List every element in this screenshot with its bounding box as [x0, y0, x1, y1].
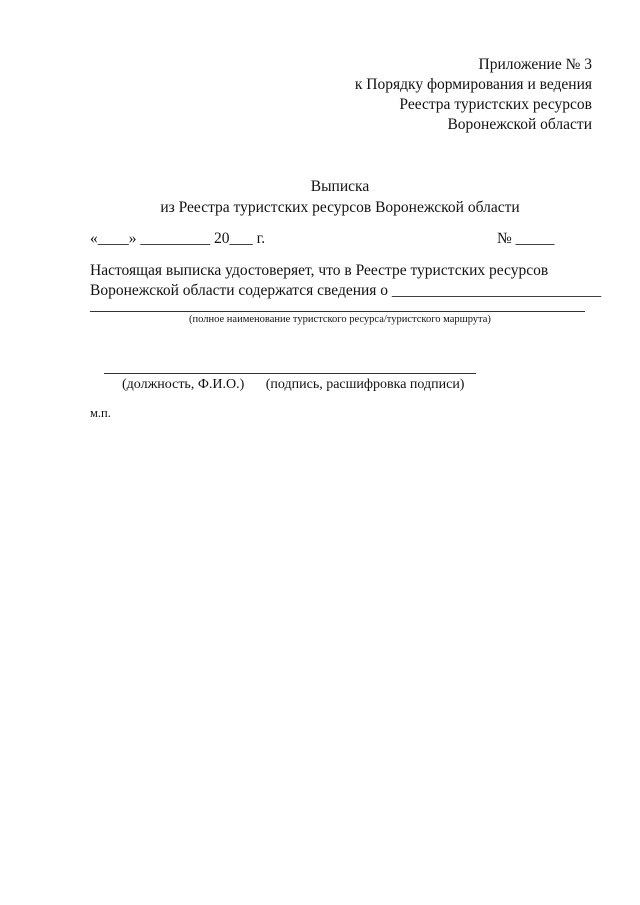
- annex-reference: к Порядку формирования и ведения: [354, 76, 592, 93]
- annex-region: Воронежской области: [447, 116, 592, 133]
- document-title: [90, 176, 590, 218]
- resource-name-line: [90, 311, 585, 312]
- statement-text: [90, 261, 601, 301]
- statement-line-2: Воронежской области содержатся сведения о ___________________________: [90, 282, 602, 299]
- signature-captions: [122, 377, 464, 393]
- date-field: «____» _________ 20___ г.: [90, 230, 266, 247]
- resource-name-caption: (полное наименование туристского ресурса/туристского маршрута): [189, 314, 491, 325]
- number-field: № _____: [497, 230, 555, 247]
- annex-number: Приложение № 3: [478, 56, 592, 73]
- annex-reference-cont: Реестра туристских ресурсов: [399, 96, 592, 113]
- position-caption: (должность, Ф.И.О.): [122, 377, 245, 392]
- signature-line: [104, 373, 476, 374]
- signature-caption: (подпись, расшифровка подписи): [265, 377, 465, 392]
- statement-line-1: Настоящая выписка удостоверяет, что в Реестре туристских ресурсов: [90, 262, 549, 279]
- seal-mark: м.п.: [90, 406, 111, 420]
- annex-header: [355, 55, 592, 135]
- title-subtitle: из Реестра туристских ресурсов Воронежской области: [160, 199, 520, 216]
- title-main: Выписка: [310, 178, 370, 195]
